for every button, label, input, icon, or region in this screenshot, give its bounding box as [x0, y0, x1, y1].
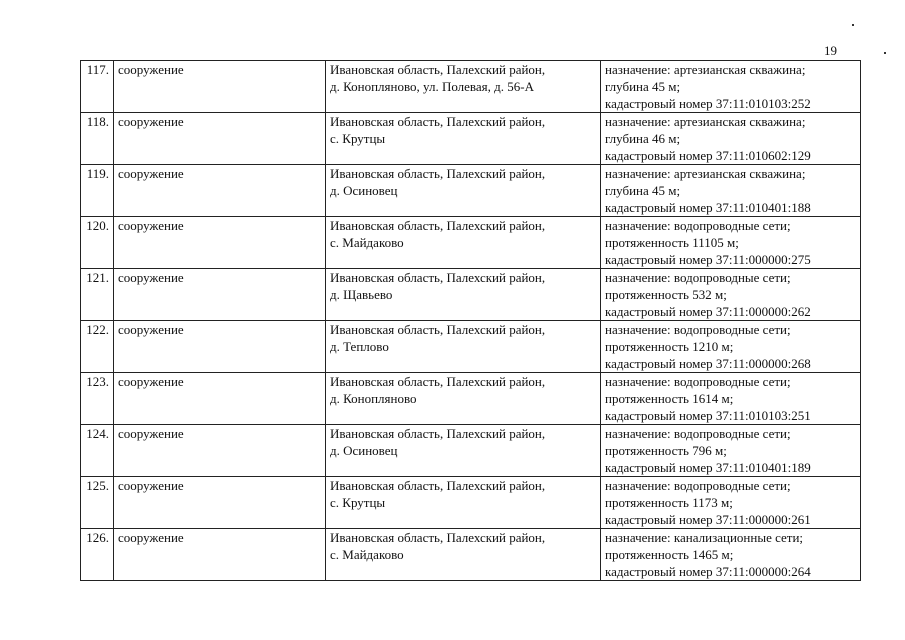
- object-description: [601, 425, 861, 477]
- object-type: сооружение: [114, 373, 326, 425]
- object-type: сооружение: [114, 425, 326, 477]
- object-type: сооружение: [114, 61, 326, 113]
- address-line: с. Крутцы: [330, 495, 386, 510]
- object-description: [601, 373, 861, 425]
- page-number: 19: [824, 43, 837, 58]
- object-address: [326, 217, 601, 269]
- object-type: сооружение: [114, 217, 326, 269]
- object-address: [326, 373, 601, 425]
- object-address: [326, 165, 601, 217]
- row-number: 121.: [81, 269, 114, 321]
- description-line: протяженность 1173 м;: [605, 495, 733, 510]
- address-line: Ивановская область, Палехский район,: [330, 62, 546, 77]
- object-address: [326, 425, 601, 477]
- object-type: сооружение: [114, 113, 326, 165]
- object-description: [601, 269, 861, 321]
- address-line: д. Осиновец: [330, 183, 398, 198]
- object-description: [601, 477, 861, 529]
- row-number: 124.: [81, 425, 114, 477]
- description-line: протяженность 1210 м;: [605, 339, 734, 354]
- object-description: [601, 321, 861, 373]
- row-number: 119.: [81, 165, 114, 217]
- address-line: Ивановская область, Палехский район,: [330, 530, 546, 545]
- address-line: д. Конопляново: [330, 391, 417, 406]
- object-address: [326, 61, 601, 113]
- address-line: Ивановская область, Палехский район,: [330, 114, 546, 129]
- object-address: [326, 269, 601, 321]
- object-type: сооружение: [114, 477, 326, 529]
- scan-speck: [884, 52, 886, 54]
- object-type: сооружение: [114, 321, 326, 373]
- table-row: [81, 477, 861, 529]
- description-line: назначение: канализационные сети;: [605, 530, 804, 545]
- address-line: д. Щавьево: [330, 287, 393, 302]
- address-line: д. Конопляново, ул. Полевая, д. 56-А: [330, 79, 534, 94]
- table-row: [81, 373, 861, 425]
- object-address: [326, 321, 601, 373]
- object-description: [601, 113, 861, 165]
- table-row: [81, 61, 861, 113]
- address-line: с. Майдаково: [330, 547, 404, 562]
- description-line: назначение: водопроводные сети;: [605, 270, 791, 285]
- table-row: [81, 529, 861, 581]
- description-line: протяженность 532 м;: [605, 287, 727, 302]
- description-line: кадастровый номер 37:11:010602:129: [605, 148, 811, 163]
- row-number: 123.: [81, 373, 114, 425]
- description-line: кадастровый номер 37:11:010401:188: [605, 200, 811, 215]
- property-registry-table: [80, 60, 861, 581]
- description-line: глубина 45 м;: [605, 79, 681, 94]
- object-description: [601, 165, 861, 217]
- object-type: сооружение: [114, 529, 326, 581]
- description-line: назначение: водопроводные сети;: [605, 426, 791, 441]
- description-line: назначение: водопроводные сети;: [605, 218, 791, 233]
- address-line: Ивановская область, Палехский район,: [330, 270, 546, 285]
- row-number: 117.: [81, 61, 114, 113]
- row-number: 118.: [81, 113, 114, 165]
- address-line: д. Теплово: [330, 339, 389, 354]
- description-line: кадастровый номер 37:11:000000:268: [605, 356, 811, 371]
- description-line: назначение: водопроводные сети;: [605, 374, 791, 389]
- description-line: протяженность 1614 м;: [605, 391, 734, 406]
- row-number: 122.: [81, 321, 114, 373]
- object-description: [601, 61, 861, 113]
- address-line: Ивановская область, Палехский район,: [330, 218, 546, 233]
- description-line: назначение: артезианская скважина;: [605, 62, 806, 77]
- description-line: кадастровый номер 37:11:010103:251: [605, 408, 811, 423]
- row-number: 125.: [81, 477, 114, 529]
- address-line: с. Крутцы: [330, 131, 386, 146]
- table-row: [81, 165, 861, 217]
- description-line: назначение: водопроводные сети;: [605, 478, 791, 493]
- object-description: [601, 217, 861, 269]
- address-line: д. Осиновец: [330, 443, 398, 458]
- row-number: 120.: [81, 217, 114, 269]
- description-line: протяженность 796 м;: [605, 443, 727, 458]
- row-number: 126.: [81, 529, 114, 581]
- description-line: глубина 46 м;: [605, 131, 681, 146]
- description-line: протяженность 1465 м;: [605, 547, 734, 562]
- description-line: назначение: артезианская скважина;: [605, 114, 806, 129]
- table-row: [81, 113, 861, 165]
- object-type: сооружение: [114, 269, 326, 321]
- address-line: Ивановская область, Палехский район,: [330, 426, 546, 441]
- address-line: Ивановская область, Палехский район,: [330, 478, 546, 493]
- description-line: глубина 45 м;: [605, 183, 681, 198]
- table-row: [81, 321, 861, 373]
- object-address: [326, 477, 601, 529]
- registry-table-body: [81, 61, 861, 581]
- address-line: с. Майдаково: [330, 235, 404, 250]
- address-line: Ивановская область, Палехский район,: [330, 322, 546, 337]
- object-description: [601, 529, 861, 581]
- description-line: кадастровый номер 37:11:000000:275: [605, 252, 811, 267]
- description-line: кадастровый номер 37:11:010103:252: [605, 96, 811, 111]
- description-line: назначение: артезианская скважина;: [605, 166, 806, 181]
- scan-speck: [852, 24, 854, 26]
- table-row: [81, 425, 861, 477]
- object-address: [326, 113, 601, 165]
- description-line: назначение: водопроводные сети;: [605, 322, 791, 337]
- address-line: Ивановская область, Палехский район,: [330, 166, 546, 181]
- table-row: [81, 217, 861, 269]
- description-line: кадастровый номер 37:11:000000:261: [605, 512, 811, 527]
- description-line: кадастровый номер 37:11:010401:189: [605, 460, 811, 475]
- object-address: [326, 529, 601, 581]
- table-row: [81, 269, 861, 321]
- description-line: кадастровый номер 37:11:000000:264: [605, 564, 811, 579]
- object-type: сооружение: [114, 165, 326, 217]
- address-line: Ивановская область, Палехский район,: [330, 374, 546, 389]
- description-line: протяженность 11105 м;: [605, 235, 739, 250]
- description-line: кадастровый номер 37:11:000000:262: [605, 304, 811, 319]
